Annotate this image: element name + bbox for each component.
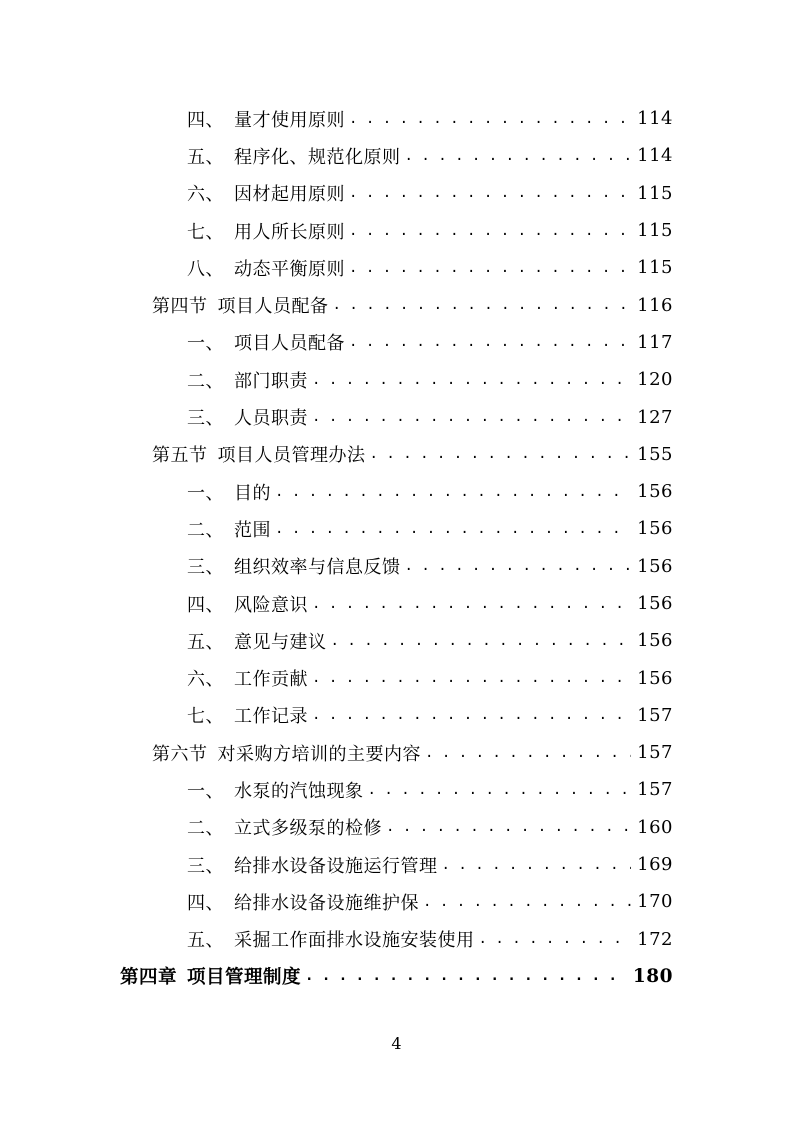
toc-entry-title: 项目人员配备 — [217, 296, 329, 318]
toc-entry-number: 六、 — [187, 669, 224, 691]
toc-item-entry[interactable] — [0, 361, 793, 398]
toc-item-entry[interactable] — [0, 548, 793, 585]
toc-entry-page: 120 — [637, 369, 673, 391]
toc-dot-leader — [333, 297, 632, 313]
toc-section-entry[interactable] — [0, 286, 793, 323]
toc-entry-title: 采掘工作面排水设施安装使用 — [234, 930, 475, 952]
toc-entry-number: 七、 — [187, 221, 224, 243]
toc-entry-title: 水泵的汽蚀现象 — [234, 780, 364, 802]
toc-dot-leader — [425, 745, 631, 761]
toc-entry-title: 工作记录 — [234, 706, 308, 728]
table-of-contents — [0, 100, 793, 995]
toc-dot-leader — [349, 260, 631, 276]
toc-item-entry[interactable] — [0, 921, 793, 958]
toc-dot-leader — [312, 670, 631, 686]
toc-entry-page: 157 — [637, 704, 673, 726]
toc-entry-number: 第四章 — [120, 967, 178, 989]
toc-entry-title: 部门职责 — [234, 370, 308, 392]
toc-entry-number: 四、 — [187, 892, 224, 914]
toc-entry-number: 四、 — [187, 594, 224, 616]
toc-dot-leader — [312, 372, 631, 388]
toc-dot-leader — [312, 707, 631, 723]
toc-dot-leader — [312, 409, 631, 425]
toc-entry-title: 组织效率与信息反馈 — [234, 557, 401, 579]
toc-entry-title: 因材起用原则 — [234, 184, 345, 206]
toc-entry-page: 115 — [637, 220, 673, 242]
toc-dot-leader — [386, 819, 631, 835]
toc-entry-title: 动态平衡原则 — [234, 258, 345, 280]
toc-entry-number: 三、 — [187, 855, 224, 877]
toc-item-entry[interactable] — [0, 622, 793, 659]
toc-item-entry[interactable] — [0, 398, 793, 435]
toc-dot-leader — [331, 633, 632, 649]
toc-entry-title: 对采购方培训的主要内容 — [217, 743, 421, 765]
toc-item-entry[interactable] — [0, 809, 793, 846]
toc-entry-number: 一、 — [187, 333, 224, 355]
toc-entry-page: 156 — [637, 555, 673, 577]
toc-dot-leader — [305, 968, 627, 984]
toc-item-entry[interactable] — [0, 771, 793, 808]
toc-entry-page: 156 — [637, 630, 673, 652]
toc-dot-leader — [312, 596, 631, 612]
toc-entry-page: 170 — [637, 891, 673, 913]
toc-item-entry[interactable] — [0, 324, 793, 361]
toc-item-entry[interactable] — [0, 249, 793, 286]
toc-entry-page: 172 — [637, 928, 673, 950]
toc-item-entry[interactable] — [0, 510, 793, 547]
toc-entry-title: 项目人员管理办法 — [217, 445, 366, 467]
toc-item-entry[interactable] — [0, 883, 793, 920]
toc-entry-title: 用人所长原则 — [234, 221, 345, 243]
toc-entry-title: 项目管理制度 — [187, 967, 302, 989]
toc-entry-title: 给排水设备设施维护保 — [234, 892, 419, 914]
toc-entry-title: 立式多级泵的检修 — [234, 818, 382, 840]
toc-entry-page: 115 — [637, 182, 673, 204]
toc-dot-leader — [349, 223, 631, 239]
toc-dot-leader — [275, 521, 631, 537]
toc-entry-page: 180 — [632, 965, 673, 987]
toc-entry-number: 四、 — [187, 109, 224, 131]
toc-entry-number: 一、 — [187, 482, 224, 504]
toc-item-entry[interactable] — [0, 175, 793, 212]
toc-entry-number: 第四节 — [152, 296, 208, 318]
toc-entry-page: 157 — [637, 742, 673, 764]
toc-entry-number: 五、 — [187, 930, 224, 952]
toc-entry-title: 项目人员配备 — [234, 333, 345, 355]
toc-dot-leader — [349, 111, 631, 127]
toc-entry-number: 五、 — [187, 146, 224, 168]
toc-entry-page: 116 — [637, 294, 673, 316]
toc-entry-title: 工作贡献 — [234, 669, 308, 691]
toc-entry-title: 给排水设备设施运行管理 — [234, 855, 438, 877]
toc-entry-number: 二、 — [187, 370, 224, 392]
toc-dot-leader — [442, 857, 632, 873]
toc-entry-number: 一、 — [187, 780, 224, 802]
toc-dot-leader — [370, 446, 632, 462]
toc-item-entry[interactable] — [0, 473, 793, 510]
toc-entry-page: 156 — [637, 593, 673, 614]
toc-entry-page: 156 — [637, 667, 673, 689]
toc-item-entry[interactable] — [0, 659, 793, 696]
toc-entry-page: 157 — [637, 779, 673, 801]
toc-item-entry[interactable] — [0, 212, 793, 249]
toc-entry-page: 156 — [637, 518, 673, 540]
toc-entry-title: 风险意识 — [234, 594, 308, 616]
toc-dot-leader — [349, 185, 631, 201]
toc-dot-leader — [275, 484, 631, 500]
toc-dot-leader — [368, 782, 632, 798]
toc-chapter-entry[interactable] — [0, 958, 793, 995]
toc-entry-title: 范围 — [234, 519, 271, 541]
toc-entry-page: 115 — [637, 257, 673, 279]
toc-entry-number: 第六节 — [152, 743, 208, 765]
toc-entry-page: 156 — [637, 481, 673, 503]
toc-entry-title: 意见与建议 — [234, 631, 327, 653]
toc-entry-number: 三、 — [187, 557, 224, 579]
toc-item-entry[interactable] — [0, 137, 793, 174]
toc-entry-number: 五、 — [187, 631, 224, 653]
toc-dot-leader — [405, 558, 632, 574]
toc-item-entry[interactable] — [0, 100, 793, 137]
toc-entry-title: 程序化、规范化原则 — [234, 146, 401, 168]
toc-section-entry[interactable] — [0, 436, 793, 473]
toc-dot-leader — [423, 894, 631, 910]
toc-item-entry[interactable] — [0, 585, 793, 622]
toc-entry-page: 169 — [637, 854, 673, 876]
page-number: 4 — [391, 1034, 402, 1053]
toc-dot-leader — [349, 334, 631, 350]
toc-dot-leader — [405, 148, 632, 164]
toc-entry-page: 160 — [637, 816, 673, 838]
toc-item-entry[interactable] — [0, 697, 793, 734]
toc-entry-title: 人员职责 — [234, 408, 308, 430]
toc-entry-number: 第五节 — [152, 445, 208, 467]
toc-entry-number: 三、 — [187, 408, 224, 430]
toc-dot-leader — [479, 931, 632, 947]
toc-entry-number: 八、 — [187, 258, 224, 280]
toc-section-entry[interactable] — [0, 734, 793, 771]
toc-entry-number: 七、 — [187, 706, 224, 728]
toc-entry-page: 155 — [637, 443, 673, 465]
toc-entry-title: 目的 — [234, 482, 271, 504]
toc-entry-page: 114 — [637, 108, 673, 130]
toc-item-entry[interactable] — [0, 846, 793, 883]
toc-entry-title: 量才使用原则 — [234, 109, 345, 131]
toc-entry-number: 二、 — [187, 818, 224, 840]
toc-entry-page: 127 — [637, 406, 673, 428]
toc-entry-number: 六、 — [187, 184, 224, 206]
toc-entry-page: 114 — [637, 145, 673, 167]
toc-entry-page: 117 — [637, 331, 673, 353]
toc-entry-number: 二、 — [187, 519, 224, 541]
